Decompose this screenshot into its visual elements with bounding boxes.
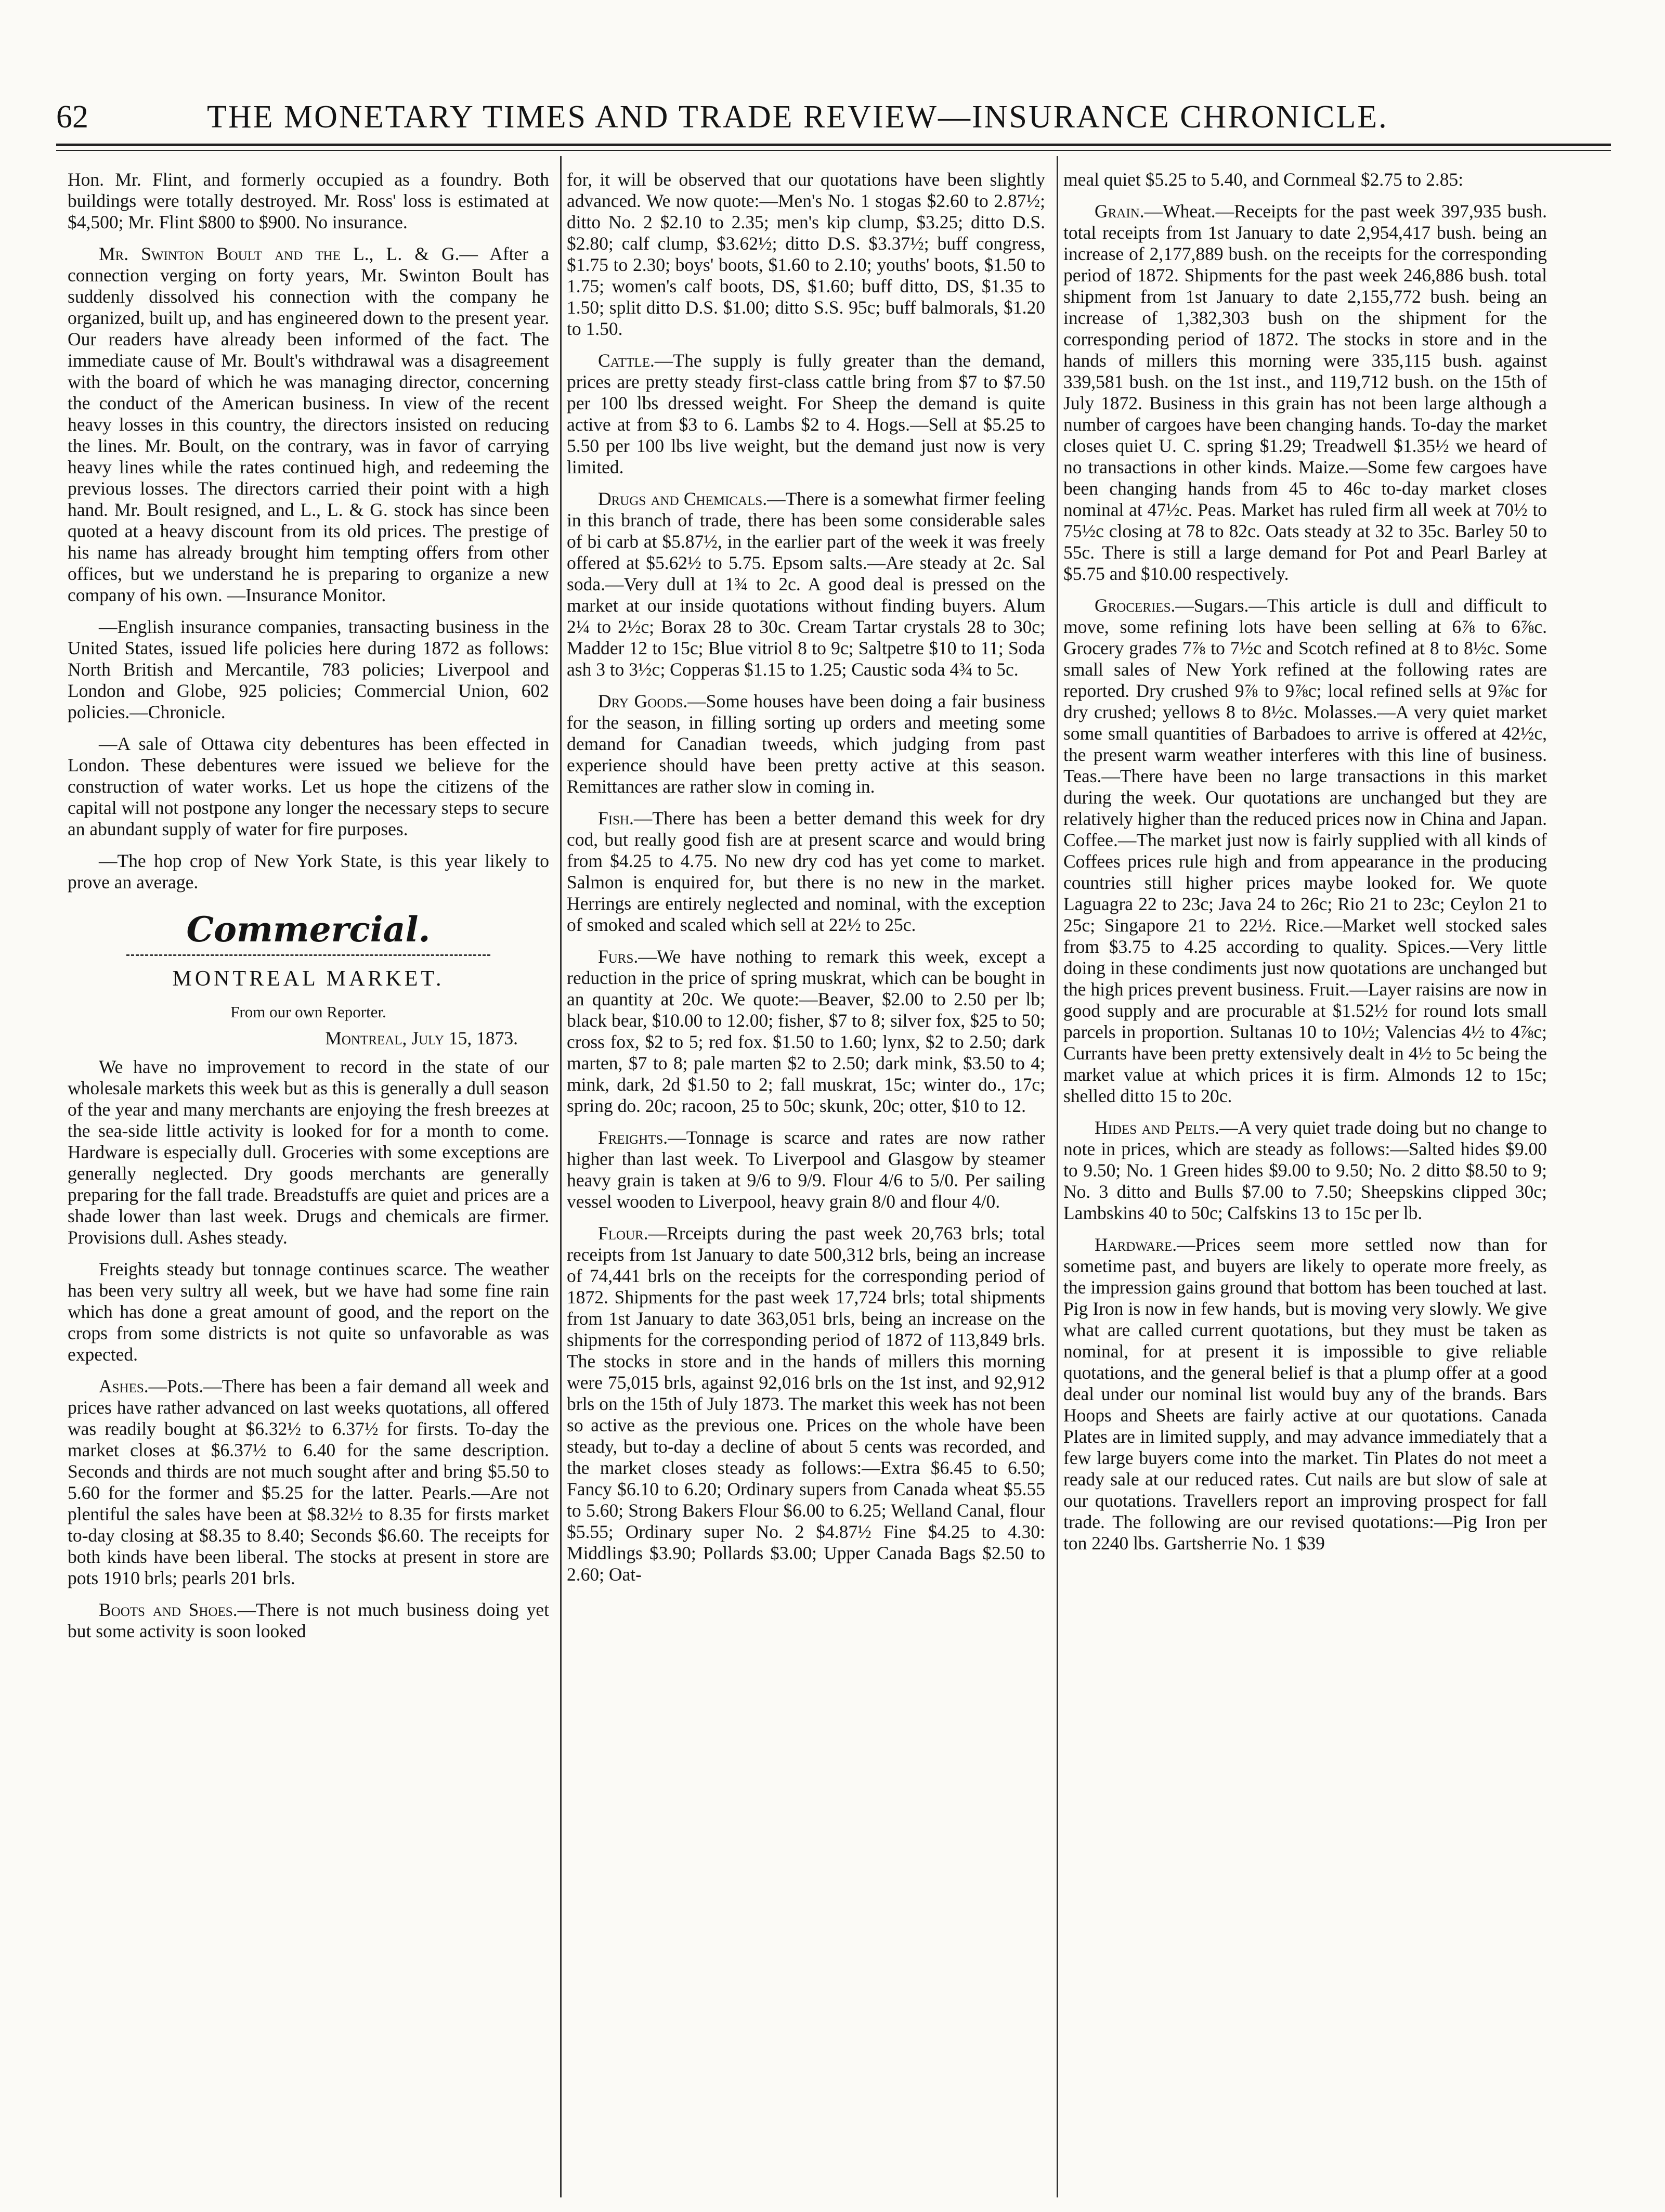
article-paragraph [1063, 201, 1547, 585]
article-paragraph: —The hop crop of New York State, is this year likely to prove an average. [68, 850, 549, 892]
column-1 [68, 169, 549, 2208]
article-paragraph: —English insurance companies, transacting business in the United States, issued life policies here during 1872 as follows: North British and Mercantile, 783 policies; Liverpool and London and Globe, 925 policies; Commercial Union, 602 policies.—Chronicle. [68, 616, 549, 722]
column-3 [1063, 169, 1547, 2208]
paragraph-lead: Ashes.— [99, 1376, 167, 1396]
article-paragraph [567, 350, 1045, 478]
paragraph-lead: Dry Goods.— [598, 691, 706, 712]
article-paragraph [567, 691, 1045, 797]
article-paragraph [68, 1376, 549, 1589]
article-paragraph [567, 488, 1045, 680]
article-paragraph: We have no improvement to record in the state of our wholesale markets this week but as this is generally a dull season of the year and many merchants are enjoying the fresh breezes at the sea-side little activity is looked for for a month to come. Hardware is especially dull. Groceries with some exceptions are generally neglected. Dry goods merchants are generally preparing for the fall trade. Breadstuffs are quiet and prices are a shade lower than last week. Drugs and chemicals are firmer. Provisions dull. Ashes steady. [68, 1056, 549, 1248]
paragraph-body: There has been a better demand this week for dry cod, but really good fish are at present scarce and would bring from $4.25 to 4.75. No new dry cod has yet come to market. Salmon is enquired for, but there is no new in the market. Herrings are entirely neglected and nominal, with the exception of smoked and scaled which sell at 22½ to 25c. [567, 808, 1045, 935]
paragraph-body: The supply is fully greater than the demand, prices are pretty steady first-class cattle bring from $7 to $7.50 per 100 lbs dressed weight. For Sheep the demand is quite active at from $3 to 6. Lambs $2 to 4. Hogs.—Sell at $5.25 to 5.50 per 100 lbs live weight, but the demand just now is very limited. [567, 350, 1045, 477]
column-divider-1 [560, 156, 562, 2197]
paragraph-body: Wheat.—Receipts for the past week 397,935 bush. total receipts from 1st January to date 2,954,417 bush. being an increase of 2,177,889 bush. on the receipts for the corresponding period of 1872. Shipments for the past week 246,886 bush. total shipment from 1st January to date 2,155,772 bush. being an increase of 1,382,303 bush on the shipment for the corresponding period of 1872. The stocks in store and in the hands of millers this morning were 335,115 bush. against 339,581 bush. on the 1st inst., and 119,712 bush. on the 15th of July 1872. Business in this grain has not been large although a number of cargoes have been changing hands. To-day the market closes quiet U. C. spring $1.29; Treadwell $1.35½ we heard of no transactions in other kinds. Maize.—Some few cargoes have been changing hands from 45 to 46c to-day market closes nominal at 47½c. Peas. Market has ruled firm all week at 70½ to 75½c closing at 78 to 82c. Oats steady at 32 to 35c. Barley 50 to 55c. There is still a large demand for Pot and Pearl Barley at $5.75 and $10.00 respectively. [1063, 201, 1547, 584]
paragraph-lead: Fish.— [598, 808, 653, 829]
paragraph-body: Prices seem more settled now than for sometime past, and buyers are likely to operate more freely, as the impression gains ground that bottom has been touched at last. Pig Iron is now in few hands, but is moving very slowly. We give what are called current quotations, but they must be taken as nominal, for at present it is impossible to give reliable quotations, and the general belief is that a plump offer at a good deal under our nominal list would buy any of the brands. Bars Hoops and Sheets are fairly active at our quotations. Canada Plates are in limited supply, and may advance immediately that a few large buyers come into the market. Tin Plates do not meet a ready sale at our reduced rates. Cut nails are but slow of sale at our quotations. Travellers report an improving prospect for fall trade. The following are our revised quotations:—Pig Iron per ton 2240 lbs. Gartsherrie No. 1 $39 [1063, 1234, 1547, 1554]
article-paragraph [1063, 595, 1547, 1107]
dateline: Montreal, July 15, 1873. [325, 1028, 518, 1049]
paragraph-body: We have nothing to remark this week, except a reduction in the price of spring muskrat, which can be bought in an quantity at 20c. We quote:—Beaver, $2.00 to 2.50 per lb; black bear, $10.00 to 12.00; fisher, $7 to 8; silver fox, $25 to 50; cross fox, $2 to 5; red fox. $1.50 to 1.60; lynx, $2 to 2.50; dark marten, $7 to 8; pale marten $2 to 2.50; dark mink, $3.50 to 4; mink, dark, 2d $1.50 to 2; fall muskrat, 15c; winter do., 17c; spring do. 20c; racoon, 25 to 50c; skunk, 20c; otter, $10 to 12. [567, 946, 1045, 1116]
header-rule-thin [56, 150, 1611, 151]
paragraph-body: Pots.—There has been a fair demand all week and prices have rather advanced on last weeks quotations, all offered was readily bought at $6.32½ to 6.37½ for firsts. To-day the market closes at $6.37½ to 6.40 for the same description. Seconds and thirds are not much sought after and bring $5.50 to 5.60 for the former and $5.25 for the latter. Pearls.—Are not plentiful the sales have been at $8.32½ to 8.35 for firsts market to-day closing at $8.35 to 8.40; Seconds $6.60. The receipts for both kinds have been liberal. The stocks at present in store are pots 1910 brls; pearls 201 brls. [68, 1376, 549, 1588]
article-paragraph [567, 946, 1045, 1117]
article-paragraph: Freights steady but tonnage continues scarce. The weather has been very sultry all week, but we have had some fine rain which has done a great amount of good, and the report on the crops from some districts is not quite so unfavorable as was expected. [68, 1259, 549, 1365]
paragraph-body: After a connection verging on forty years, Mr. Swinton Boult has suddenly dissolved his connection with the company he organized, built up, and has engineered down to the present year. Our readers have already been informed of the fact. The immediate cause of Mr. Boult's withdrawal was a disagreement with the board of which he was managing director, concerning the conduct of the American business. In view of the recent heavy losses in this country, the directors insisted on reducing the lines. Mr. Boult, on the contrary, was in favor of carrying heavy lines while the rates continued high, and redeeming the previous losses. The directors carried their point with a high hand. Mr. Boult resigned, and L., L. & G. stock has since been quoted at a heavy discount from its old prices. The prestige of his name has already brought him tempting offers from other offices, but we understand he is preparing to organize a new company of his own. —Insurance Monitor. [68, 243, 549, 605]
section-heading: Commercial. [186, 909, 431, 950]
byline: From our own Reporter. [230, 1003, 386, 1021]
article-paragraph [567, 1127, 1045, 1212]
paragraph-body: Sugars.—This article is dull and difficult to move, some refining lots have been selling at 6⅞ to 6⅞c. Grocery grades 7⅞ to 7½c and Scotch refined at 8 to 8½c. Some small sales of New York refined at the following rates are reported. Dry crushed 9⅞ to 9⅞c; local refined sells at 9⅞c for dry crushed; yellows 8 to 8½c. Molasses.—A very quiet market some small quantities of Barbadoes to arrive is offered at 42½c, the present warm weather interferes with this line of business. Teas.—There have been no large transactions in this market during the week. Our quotations are unchanged but they are relatively higher than the reduced prices now in China and Japan. Coffee.—The market just now is fairly supplied with all kinds of Coffees prices rule high and from appearance in the producing countries still higher prices maybe looked for. We quote Laguagra 22 to 23c; Java 24 to 26c; Rio 21 to 23c; Ceylon 21 to 25c; Singapore 21 to 22½. Rice.—Market well stocked sales from $3.75 to 4.25 according to quality. Spices.—Very little doing in these condiments just now quotations are unchanged but the high prices prevent business. Fruit.—Layer raisins are now in good supply and are procurable at $1.52½ for round lots small parcels in proportion. Sultanas 10 to 10½; Valencias 4½ to 4⅞c; Currants have been pretty extensively dealt in 4½ to 5c being the market value at which prices it is firm. Almonds 12 to 15c; shelled ditto 15 to 20c. [1063, 595, 1547, 1106]
paragraph-lead: Furs.— [598, 946, 657, 967]
article-paragraph [1063, 1234, 1547, 1554]
paragraph-lead: Freights.— [598, 1127, 686, 1148]
column-divider-2 [1057, 156, 1058, 2197]
paragraph-lead: Grain.— [1095, 201, 1163, 222]
paragraph-lead: Hardware.— [1095, 1234, 1195, 1255]
market-heading: MONTREAL MARKET. [172, 967, 445, 991]
page-header [56, 99, 1388, 135]
paragraph-body: Rrceipts during the past week 20,763 brls; total receipts from 1st January to date 500,312 brls, being an increase of 74,441 brls on the receipts for the corresponding period of 1872. Shipments for the past week 17,724 brls; total shipments from 1st January to date 363,051 brls, being an increase on the shipments for the corresponding period of 1872 of 113,849 brls. The stocks in store and in the hands of millers this morning were 75,015 brls, against 92,016 brls on the 1st inst, and 92,912 brls on the 15th of July 1873. The market this week has not been so active as the previous one. Prices on the whole have been steady, but to-day a decline of about 5 cents was recorded, and the market closes steady as follows:—Extra $6.45 to 6.50; Fancy $6.10 to 6.20; Ordinary supers from Canada wheat $5.55 to 5.60; Strong Bakers Flour $6.00 to 6.25; Welland Canal, flour $5.55; Ordinary super No. 2 $4.87½ Fine $4.25 to 4.30: Middlings $3.90; Pollards $3.00; Upper Canada Bags $2.50 to 2.60; Oat- [567, 1223, 1045, 1585]
masthead-title: THE MONETARY TIMES AND TRADE REVIEW—INSURANCE CHRONICLE. [207, 99, 1388, 135]
paragraph-lead: Cattle.— [598, 350, 673, 371]
article-paragraph: Hon. Mr. Flint, and formerly occupied as a foundry. Both buildings were totally destroyed. Mr. Ross' loss is estimated at $4,500; Mr. Flint $800 to $900. No insurance. [68, 169, 549, 232]
article-paragraph [567, 808, 1045, 936]
paragraph-lead: Hides and Pelts.— [1095, 1117, 1238, 1138]
article-paragraph [1063, 1117, 1547, 1224]
article-paragraph [68, 243, 549, 606]
paragraph-lead: Drugs and Chemicals.— [598, 488, 786, 509]
paragraph-lead: Mr. Swinton Boult and the L., L. & G.— [99, 243, 478, 264]
paragraph-body: There is not much business doing yet but some activity is soon looked [68, 1599, 549, 1641]
page-number: 62 [56, 99, 88, 135]
article-paragraph [567, 1223, 1045, 1585]
column-2 [567, 169, 1045, 2208]
paragraph-body: Tonnage is scarce and rates are now rather higher than last week. To Liverpool and Glasgow by steamer heavy grain is taken at 9/6 to 9/9. Flour 4/6 to 5/0. Per sailing vessel wooden to Liverpool, heavy grain 8/0 and flour 4/0. [567, 1127, 1045, 1212]
paragraph-lead: Flour.— [598, 1223, 667, 1244]
article-paragraph [68, 1599, 549, 1642]
article-paragraph: meal quiet $5.25 to 5.40, and Cornmeal $2.75 to 2.85: [1063, 169, 1464, 190]
header-rule-thick [56, 144, 1611, 146]
paragraph-body: Some houses have been doing a fair business for the season, in filling sorting up orders and meeting some demand for Canadian tweeds, which judging from past experience should have been pretty active at this season. Remittances are rather slow in coming in. [567, 691, 1045, 797]
paragraph-body: A very quiet trade doing but no change to note in prices, which are steady as follows:—Salted hides $9.00 to 9.50; No. 1 Green hides $9.00 to 9.50; No. 2 ditto $8.50 to 9; No. 3 ditto and Bulls $7.00 to 7.50; Sheepskins clipped 30c; Lambskins 40 to 50c; Calfskins 13 to 15c per lb. [1063, 1117, 1547, 1223]
paragraph-body: There is a somewhat firmer feeling in this branch of trade, there has been some considerable sales of bi carb at $5.87½, in the earlier part of the week it was freely offered at $5.62½ to 5.75. Epsom salts.—Are steady at 2c. Sal soda.—Very dull at 1¾ to 2c. A good deal is pressed on the market at our inside quotations without finding buyers. Alum 2¼ to 2½c; Borax 28 to 30c. Cream Tartar crystals 28 to 30c; Madder 12 to 15c; Blue vitriol 8 to 9c; Saltpetre $10 to 11; Soda ash 3 to 3½c; Copperas $1.15 to 1.25; Caustic soda 4¾ to 5c. [567, 488, 1045, 680]
paragraph-lead: Boots and Shoes.— [99, 1599, 256, 1620]
article-paragraph: for, it will be observed that our quotations have been slightly advanced. We now quote:—Men's No. 1 stogas $2.60 to 2.87½; ditto No. 2 $2.10 to 2.35; men's kip clump, $3.25; ditto D.S. $2.80; calf clump, $3.62½; ditto D.S. $3.37½; buff congress, $1.75 to 2.30; boys' boots, $1.60 to 2.10; youths' boots, $1.50 to 1.75; women's calf boots, DS, $1.60; buff ditto, DS, $1.35 to 1.50; split ditto D.S. $1.00; ditto S.S. 95c; buff balmorals, $1.20 to 1.50. [567, 169, 1045, 339]
decorative-rule [126, 954, 490, 956]
paragraph-lead: Groceries.— [1095, 595, 1194, 616]
article-paragraph: —A sale of Ottawa city debentures has been effected in London. These debentures were issued we believe for the construction of water works. Let us hope the citizens of the capital will not postpone any longer the necessary steps to secure an abundant supply of water for fire purposes. [68, 733, 549, 839]
